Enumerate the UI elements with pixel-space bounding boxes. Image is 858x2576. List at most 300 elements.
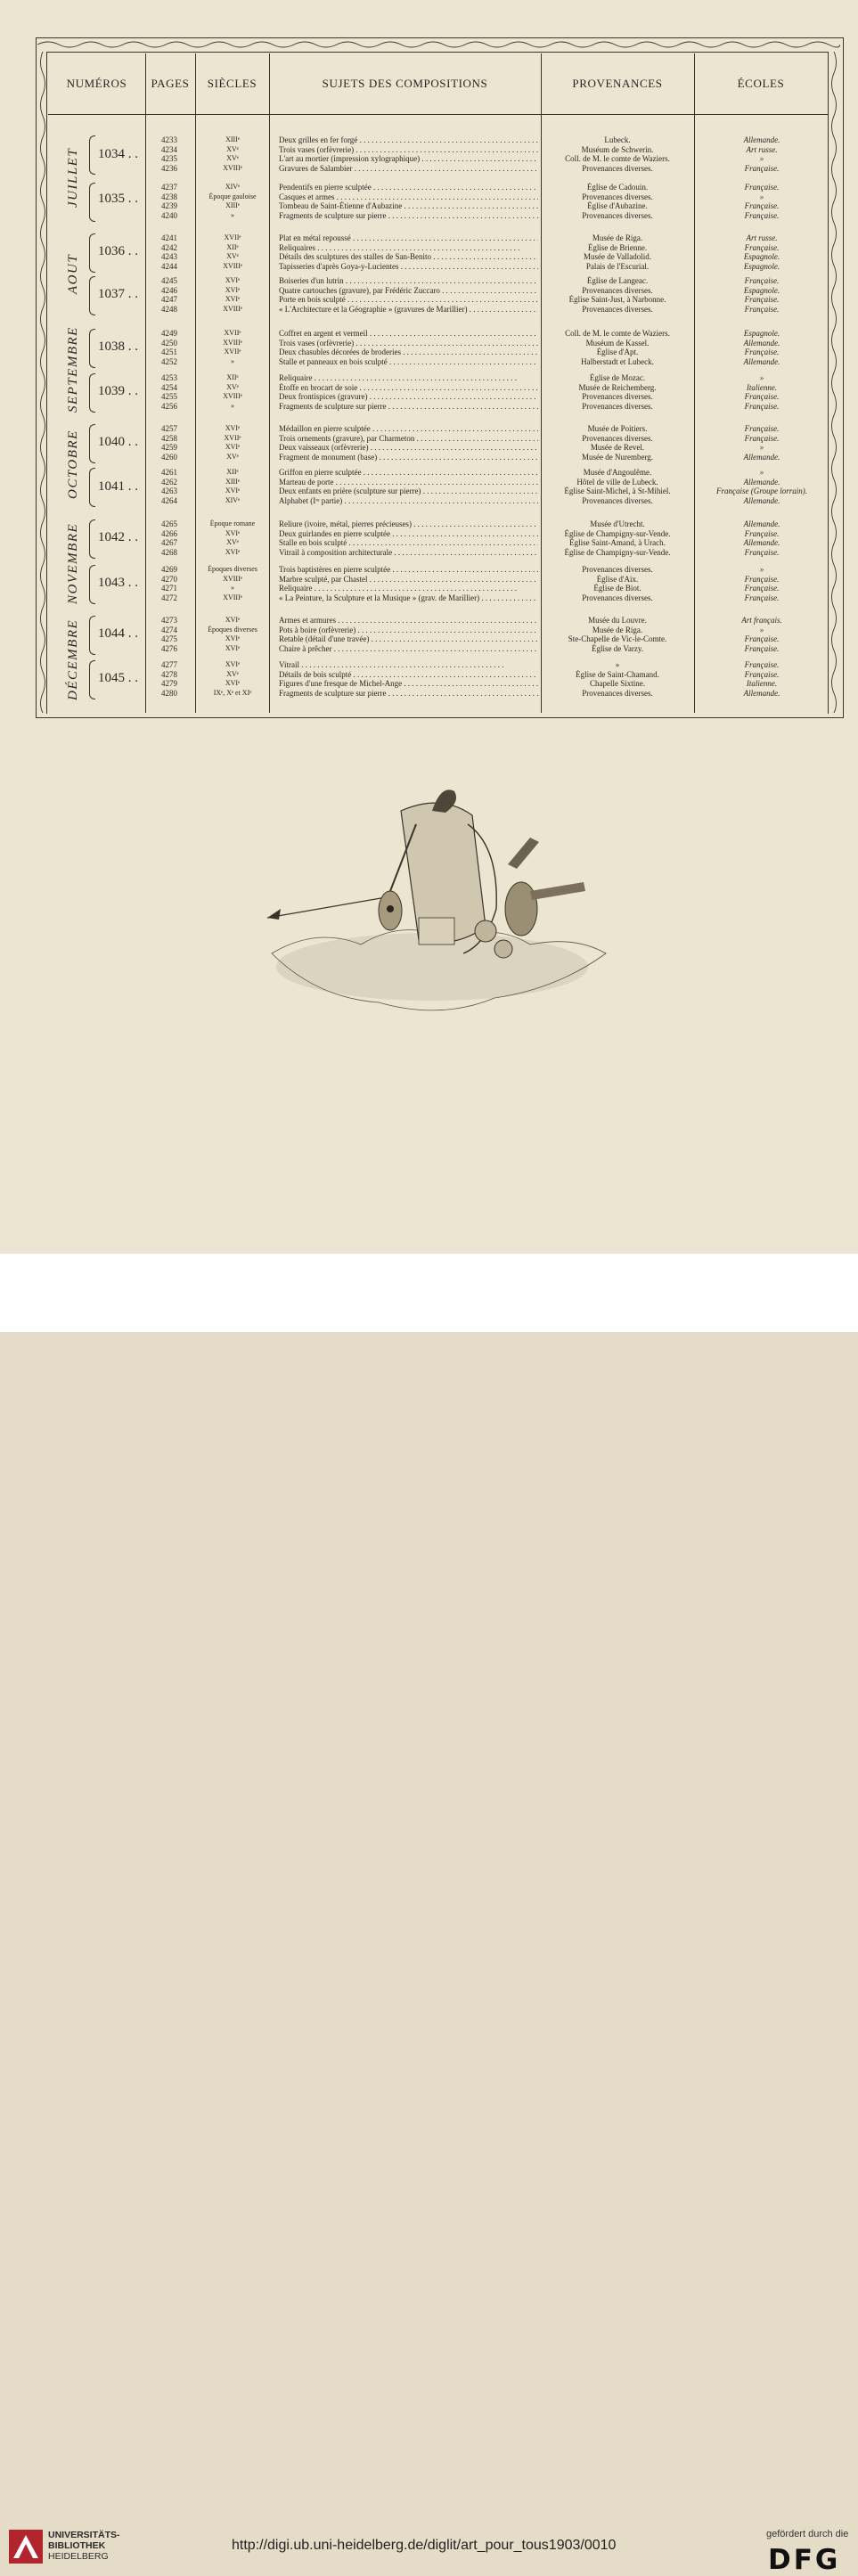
siecle-cell: Époques diverses <box>208 565 257 573</box>
provenance-cell: Église de Saint-Chamand. <box>576 669 659 679</box>
siecle-cell: XVᵉ <box>226 252 239 261</box>
page-cell: 4241 <box>161 233 177 242</box>
table-row <box>0 565 858 575</box>
scanned-page <box>0 0 858 1254</box>
siecle-cell: XVᵉ <box>226 154 239 163</box>
sujet-cell: Casques et armes . . . <box>279 192 538 202</box>
funding-label: gefördert durch die <box>766 2529 849 2539</box>
provenance-cell: Provenances diverses. <box>582 401 653 411</box>
sujet-cell: Reliquaires . . . <box>279 243 538 253</box>
provenance-cell: Musée de Nuremberg. <box>581 452 654 462</box>
page-cell: 4272 <box>161 593 177 602</box>
table-row <box>0 154 858 164</box>
siecle-cell: XVIIᵉ <box>224 433 241 442</box>
header-rule <box>48 114 828 115</box>
provenance-cell: Lubeck. <box>604 135 631 144</box>
ecole-cell: Française. <box>744 201 780 211</box>
page-cell: 4275 <box>161 634 177 644</box>
month-label: AOUT <box>66 253 80 294</box>
siecle-cell: Époques diverses <box>208 625 257 634</box>
provenance-cell: Église de Langeac. <box>586 276 649 285</box>
ecole-cell: Française. <box>744 528 780 538</box>
sujet-cell: Vitrail à composition architecturale . . . <box>279 548 538 558</box>
table-row <box>0 626 858 635</box>
page-cell: 4248 <box>161 304 177 314</box>
library-name <box>48 2530 120 2562</box>
siecle-cell: XIIᵉ <box>226 373 239 381</box>
sujet-cell: Chaire à prêcher . . . <box>279 644 538 654</box>
ecole-cell: Française. <box>744 304 780 314</box>
sujet-cell: Porte en bois sculpté . . . <box>279 295 538 305</box>
provenance-cell: Église d'Aubazine. <box>587 201 648 211</box>
page-cell: 4255 <box>161 392 177 402</box>
composition-number: 1038 . . <box>98 339 138 354</box>
siecle-cell: XVIIIᵉ <box>223 304 242 313</box>
composition-number: 1037 . . <box>98 287 138 301</box>
table-row <box>0 538 858 548</box>
ecole-cell: Française. <box>744 643 780 653</box>
month-label: SEPTEMBRE <box>66 326 80 413</box>
table-row <box>0 286 858 296</box>
page-cell: 4237 <box>161 183 177 192</box>
page-cell: 4269 <box>161 565 177 574</box>
ecole-cell: Allemande. <box>743 338 780 348</box>
table-row <box>0 211 858 221</box>
composition-number: 1039 . . <box>98 384 138 398</box>
siecle-cell: XIIIᵉ <box>225 135 240 143</box>
table-row <box>0 383 858 393</box>
page-cell: 4264 <box>161 495 177 505</box>
page-cell: 4256 <box>161 401 177 411</box>
ecole-cell: Espagnole. <box>743 252 780 262</box>
siecle-cell: XVIIIᵉ <box>223 392 242 401</box>
page-cell: 4280 <box>161 688 177 698</box>
provenance-cell: Musée de Valladolid. <box>583 252 652 262</box>
siecle-cell: XVIIᵉ <box>224 329 241 337</box>
header-numeros: NUMÉROS <box>48 53 145 115</box>
siecle-cell: XIIᵉ <box>226 242 239 251</box>
provenance-cell: Chapelle Sixtine. <box>590 679 645 689</box>
page-cell: 4253 <box>161 373 177 382</box>
ecole-cell: Française (Groupe lorrain). <box>716 487 807 496</box>
ecole-cell: Art français. <box>741 616 782 625</box>
month-label: JUILLET <box>66 147 80 209</box>
table-row <box>0 192 858 202</box>
sujet-cell: Tapisseries d'après Goya-y-Lucientes . . . <box>279 262 538 272</box>
sujet-cell: « La Peinture, la Sculpture et la Musique » (grav. de Marillier) . . . <box>279 593 538 603</box>
header-ecoles: ÉCOLES <box>694 53 828 115</box>
page-cell: 4262 <box>161 477 177 487</box>
sujet-cell: « L'Architecture et la Géographie » (gravures de Marillier) . . . <box>279 305 538 315</box>
page-cell: 4238 <box>161 192 177 201</box>
ecole-cell: Française. <box>744 183 780 192</box>
ecole-cell: Allemande. <box>743 452 780 462</box>
page-cell: 4270 <box>161 574 177 584</box>
provenance-cell: Église de Champigny-sur-Vende. <box>564 528 671 538</box>
sujet-cell: Fragments de sculpture sur pierre . . . <box>279 689 538 699</box>
provenance-cell: Église Saint-Just, à Narbonne. <box>568 295 666 305</box>
ecole-cell: Allemande. <box>743 356 780 366</box>
sujet-cell: Fragments de sculpture sur pierre . . . <box>279 211 538 221</box>
table-row <box>0 295 858 305</box>
table-row <box>0 339 858 348</box>
provenance-cell: Église d'Apt. <box>596 348 639 357</box>
table-row <box>0 164 858 174</box>
sujet-cell: Deux vaisseaux (orfèvrerie) . . . <box>279 443 538 453</box>
sujet-cell: Retable (détail d'une travée) . . . <box>279 634 538 644</box>
ecole-cell: » <box>759 625 764 634</box>
provenance-cell: Provenances diverses. <box>582 210 653 220</box>
siecle-cell: XVᵉ <box>226 144 239 153</box>
ecole-cell: Française. <box>744 242 780 252</box>
provenance-cell: Musée de Riga. <box>592 233 643 242</box>
siecle-cell: XVᵉ <box>226 538 239 547</box>
ecole-cell: Française. <box>744 210 780 220</box>
sujet-cell: Reliquaire . . . <box>279 584 538 593</box>
source-url-link[interactable]: http://digi.ub.uni-heidelberg.de/diglit/art_pour_tous1903/0010 <box>232 2538 617 2553</box>
library-name-line: UNIVERSITÄTS- <box>48 2530 120 2540</box>
siecle-cell: XVIᵉ <box>225 660 241 668</box>
siecle-cell: XVIᵉ <box>225 443 241 452</box>
siecle-cell: XVIᵉ <box>225 424 241 432</box>
ecole-cell: Française. <box>744 669 780 679</box>
provenance-cell: Église de Champigny-sur-Vende. <box>564 547 671 557</box>
sujet-cell: Alphabet (Iʳᵉ partie) . . . <box>279 496 538 506</box>
table-row <box>0 496 858 506</box>
composition-number: 1041 . . <box>98 479 138 494</box>
table-row <box>0 519 858 529</box>
page-cell: 4268 <box>161 547 177 557</box>
page-cell: 4252 <box>161 356 177 366</box>
provenance-cell: Coll. de M. le comte de Waziers. <box>565 154 670 164</box>
sujet-cell: Quatre cartouches (gravure), par Frédéric Zuccaro . . . <box>279 286 538 296</box>
page-cell: 4249 <box>161 329 177 338</box>
page-cell: 4265 <box>161 519 177 528</box>
library-name-line: BIBLIOTHEK <box>48 2540 106 2551</box>
sujet-cell: Reliquaire . . . <box>279 373 538 383</box>
siecle-cell: XVIIIᵉ <box>223 261 242 270</box>
siecle-cell: XVIᵉ <box>225 528 241 537</box>
provenance-cell: Muséum de Kassel. <box>585 338 650 348</box>
siecle-cell: XVIIIᵉ <box>223 163 242 172</box>
table-row <box>0 329 858 339</box>
sujet-cell: Stalle en bois sculpté . . . <box>279 538 538 548</box>
month-label: OCTOBRE <box>66 429 80 499</box>
page-cell: 4240 <box>161 210 177 220</box>
siecle-cell: XVIIIᵉ <box>223 338 242 347</box>
siecle-cell: XVIIᵉ <box>224 348 241 356</box>
ecole-cell: Allemande. <box>743 688 780 698</box>
provenance-cell: Provenances diverses. <box>582 433 653 443</box>
page-cell: 4251 <box>161 348 177 357</box>
table-row <box>0 262 858 272</box>
table-row <box>0 402 858 412</box>
sujet-cell: Gravures de Salambier . . . <box>279 164 538 174</box>
table-row <box>0 392 858 402</box>
table-row <box>0 478 858 487</box>
table-row <box>0 593 858 603</box>
sujet-cell: Pots à boire (orfèvrerie) . . . <box>279 626 538 635</box>
page-cell: 4273 <box>161 616 177 625</box>
sujet-cell: Tombeau de Saint-Étienne d'Aubazine . . . <box>279 201 538 211</box>
composition-number: 1045 . . <box>98 671 138 685</box>
sujet-cell: Deux frontispices (gravure) . . . <box>279 392 538 402</box>
page-cell: 4266 <box>161 528 177 538</box>
table-row <box>0 252 858 262</box>
provenance-cell: Halberstadt et Lubeck. <box>581 356 654 366</box>
table-row <box>0 443 858 453</box>
header-pages: PAGES <box>145 53 195 115</box>
ecole-cell: Espagnole. <box>743 329 780 338</box>
page-cell: 4250 <box>161 338 177 348</box>
decorative-vignette-illustration <box>263 775 610 1047</box>
sujet-cell: Reliure (ivoire, métal, pierres précieuses) . . . <box>279 519 538 529</box>
provenance-cell: Muséum de Schwerin. <box>581 144 654 154</box>
ecole-cell: Art russe. <box>746 233 778 242</box>
composition-number: 1034 . . <box>98 147 138 161</box>
ecole-cell: Française. <box>744 584 780 593</box>
composition-number: 1036 . . <box>98 244 138 258</box>
page-cell: 4271 <box>161 584 177 593</box>
sujet-cell: Étoffe en brocart de soie . . . <box>279 383 538 393</box>
table-row <box>0 660 858 670</box>
table-row <box>0 357 858 367</box>
table-row <box>0 575 858 585</box>
table-row <box>0 584 858 593</box>
page-cell: 4247 <box>161 295 177 305</box>
table-row <box>0 434 858 444</box>
siecle-cell: XVIᵉ <box>225 643 241 652</box>
provenance-cell: Musée d'Angoulême. <box>583 468 652 477</box>
siecle-cell: Époque gauloise <box>208 192 257 200</box>
ecole-cell: Française. <box>744 392 780 402</box>
table-row <box>0 135 858 145</box>
page-cell: 4261 <box>161 468 177 477</box>
provenance-cell: Église de Cadouin. <box>586 183 649 192</box>
table-row <box>0 305 858 315</box>
siecle-cell: Époque romane <box>209 519 256 527</box>
ecole-cell: Allemande. <box>743 135 780 144</box>
composition-number: 1044 . . <box>98 626 138 641</box>
siecle-cell: » <box>231 210 234 219</box>
table-row <box>0 670 858 680</box>
sujet-cell: Détails de bois sculpté . . . <box>279 670 538 680</box>
table-row <box>0 548 858 558</box>
table-row <box>0 424 858 434</box>
table-row <box>0 679 858 689</box>
page-cell: 4277 <box>161 660 177 669</box>
provenance-cell: Église de Mozac. <box>589 373 646 382</box>
siecle-cell: XIIIᵉ <box>225 477 240 486</box>
table-row <box>0 183 858 192</box>
sujet-cell: Boiseries d'un lutrin . . . <box>279 276 538 286</box>
ecole-cell: Française. <box>744 424 780 433</box>
ecole-cell: Française. <box>744 348 780 357</box>
provenance-cell: Provenances diverses. <box>582 285 653 295</box>
provenance-cell: Coll. de M. le comte de Waziers. <box>565 329 670 338</box>
ecole-cell: Française. <box>744 574 780 584</box>
siecle-cell: XVIᵉ <box>225 679 241 688</box>
sujet-cell: Plat en métal repoussé . . . <box>279 233 538 243</box>
provenance-cell: Église de Biot. <box>593 584 641 593</box>
sujet-cell: Trois vases (orfèvrerie) . . . <box>279 145 538 155</box>
siecle-cell: IXᵉ, Xᵉ et XIᵉ <box>213 688 252 697</box>
page-cell: 4245 <box>161 276 177 285</box>
siecle-cell: XVIᵉ <box>225 616 241 624</box>
sujet-cell: L'art au mortier (impression xylographique) . . . <box>279 154 538 164</box>
sujet-cell: Médaillon en pierre sculptée . . . <box>279 424 538 434</box>
page-cell: 4278 <box>161 669 177 679</box>
ecole-cell: Française. <box>744 433 780 443</box>
siecle-cell: XIIIᵉ <box>225 201 240 210</box>
ecole-cell: Italienne. <box>746 679 778 689</box>
ecole-cell: Espagnole. <box>743 261 780 271</box>
ecole-cell: Italienne. <box>746 382 778 392</box>
siecle-cell: XIVᵉ <box>225 183 241 191</box>
ecole-cell: Allemande. <box>743 477 780 487</box>
sujet-cell: Deux guirlandes en pierre sculptée . . . <box>279 529 538 539</box>
ecole-cell: » <box>759 154 764 164</box>
page-cell: 4243 <box>161 252 177 262</box>
ecole-cell: Allemande. <box>743 538 780 548</box>
siecle-cell: XIIᵉ <box>226 468 239 476</box>
table-row <box>0 644 858 654</box>
siecle-cell: XIVᵉ <box>225 495 241 504</box>
dfg-logo: DFG <box>768 2544 841 2576</box>
university-library-logo-icon <box>9 2530 43 2564</box>
ecole-cell: Française. <box>744 276 780 285</box>
table-row <box>0 487 858 496</box>
provenance-cell: Palais de l'Escurial. <box>585 261 650 271</box>
ecole-cell: » <box>759 468 764 477</box>
page-cell: 4274 <box>161 625 177 634</box>
table-row <box>0 453 858 462</box>
page-cell: 4239 <box>161 201 177 211</box>
sujet-cell: Pendentifs en pierre sculptée . . . <box>279 183 538 192</box>
sujet-cell: Griffon en pierre sculptée . . . <box>279 468 538 478</box>
ecole-cell: Française. <box>744 401 780 411</box>
composition-number: 1040 . . <box>98 435 138 449</box>
siecle-cell: XVIIIᵉ <box>223 593 242 601</box>
provenance-cell: Église de Brienne. <box>587 242 648 252</box>
siecle-cell: XVIᵉ <box>225 547 241 556</box>
siecle-cell: XVIIᵉ <box>224 233 241 241</box>
page-cell: 4267 <box>161 538 177 548</box>
siecle-cell: » <box>231 401 234 410</box>
provenance-cell: Provenances diverses. <box>582 565 653 574</box>
ecole-cell: Française. <box>744 634 780 644</box>
siecle-cell: » <box>231 584 234 593</box>
page-cell: 4244 <box>161 261 177 271</box>
provenance-cell: Musée de Riga. <box>592 625 643 634</box>
sujet-cell: Fragment de monument (base) . . . <box>279 453 538 462</box>
provenance-cell: Musée d'Utrecht. <box>590 519 645 528</box>
provenance-cell: Église d'Aix. <box>596 574 639 584</box>
page-cell: 4259 <box>161 443 177 453</box>
month-label: DÉCEMBRE <box>66 618 80 700</box>
provenance-cell: Musée du Louvre. <box>588 616 647 625</box>
siecle-cell: XVIᵉ <box>225 295 241 304</box>
sujet-cell: Trois baptistères en pierre sculptée . . . <box>279 565 538 575</box>
siecle-cell: » <box>231 356 234 365</box>
page-cell: 4233 <box>161 135 177 144</box>
page-cell: 4234 <box>161 144 177 154</box>
siecle-cell: XVᵉ <box>226 382 239 391</box>
page-cell: 4279 <box>161 679 177 689</box>
provenance-cell: Provenances diverses. <box>582 304 653 314</box>
table-row <box>0 233 858 243</box>
sujet-cell: Marteau de porte . . . <box>279 478 538 487</box>
provenance-cell: Provenances diverses. <box>582 163 653 173</box>
ecole-cell: Française. <box>744 593 780 602</box>
page-cell: 4235 <box>161 154 177 164</box>
page-cell: 4246 <box>161 285 177 295</box>
composition-number: 1035 . . <box>98 192 138 206</box>
month-label: NOVEMBRE <box>66 522 80 604</box>
provenance-cell: Ste-Chapelle de Vic-le-Comte. <box>568 634 667 644</box>
ecole-cell: » <box>759 443 764 453</box>
header-provenances: PROVENANCES <box>541 53 694 115</box>
sujet-cell: Vitrail . . . <box>279 660 538 670</box>
table-row <box>0 468 858 478</box>
sujet-cell: Détails des sculptures des stalles de San-Benito . . . <box>279 252 538 262</box>
footer-bar <box>0 1254 858 2576</box>
header-siecles: SIÈCLES <box>195 53 269 115</box>
sujet-cell: Coffret en argent et vermeil . . . <box>279 329 538 339</box>
page-cell: 4258 <box>161 433 177 443</box>
page-cell: 4257 <box>161 424 177 433</box>
provenance-cell: Provenances diverses. <box>582 392 653 402</box>
siecle-cell: XVIᵉ <box>225 487 241 495</box>
sujet-cell: Marbre sculpté, par Chastel . . . <box>279 575 538 585</box>
table-row <box>0 689 858 699</box>
ecole-cell: Allemande. <box>743 495 780 505</box>
ecole-cell: Espagnole. <box>743 285 780 295</box>
ecole-cell: » <box>759 565 764 574</box>
provenance-cell: Hôtel de ville de Lubeck. <box>576 477 658 487</box>
provenance-cell: Musée de Revel. <box>590 443 645 453</box>
ecole-cell: » <box>759 192 764 201</box>
provenance-cell: Provenances diverses. <box>582 688 653 698</box>
table-row <box>0 373 858 383</box>
provenance-cell: Musée de Reichemberg. <box>578 382 657 392</box>
ecole-cell: Art russe. <box>746 144 778 154</box>
page-cell: 4263 <box>161 487 177 496</box>
table-row <box>0 276 858 286</box>
vine-border-top <box>37 38 840 51</box>
siecle-cell: XVᵉ <box>226 669 239 678</box>
provenance-cell: » <box>615 660 620 669</box>
sujet-cell: Deux chasubles décorées de broderies . . . <box>279 348 538 357</box>
table-row <box>0 634 858 644</box>
ecole-cell: Française. <box>744 547 780 557</box>
sujet-cell: Stalle et panneaux en bois sculpté . . . <box>279 357 538 367</box>
table-row <box>0 243 858 253</box>
siecle-cell: XVᵉ <box>226 452 239 461</box>
ecole-cell: Allemande. <box>743 519 780 528</box>
library-name-line: HEIDELBERG <box>48 2551 109 2562</box>
table-row <box>0 201 858 211</box>
provenance-cell: Provenances diverses. <box>582 593 653 602</box>
sujet-cell: Deux grilles en fer forgé . . . <box>279 135 538 145</box>
table-row <box>0 145 858 155</box>
siecle-cell: XVIᵉ <box>225 285 241 294</box>
sujet-cell: Trois vases (orfèvrerie) . . . <box>279 339 538 348</box>
siecle-cell: XVIIIᵉ <box>223 574 242 583</box>
table-row <box>0 529 858 539</box>
provenance-cell: Église de Varzy. <box>592 643 643 653</box>
ecole-cell: » <box>759 373 764 382</box>
